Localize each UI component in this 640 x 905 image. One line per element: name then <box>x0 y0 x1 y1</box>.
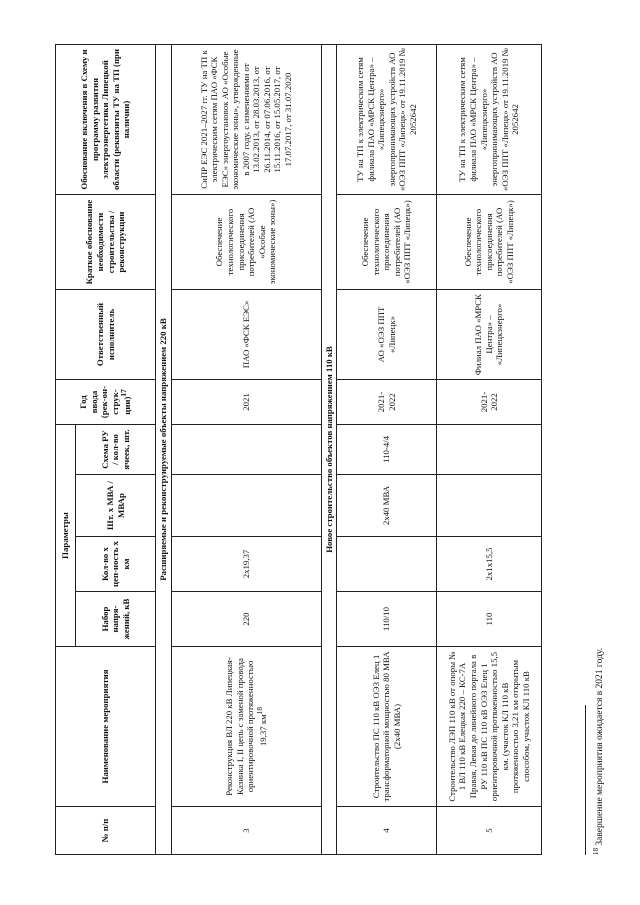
row-year: 2021-2022 <box>437 380 542 425</box>
row-justification: Обеспечение технологического присоединения потребителей (АО «Особые экономические зоны») <box>171 195 321 290</box>
row-executor: АО «ОЭЗ ППТ «Липецк» <box>337 290 437 380</box>
row-capacity: 2х40 МВА <box>337 475 437 537</box>
footnote-separator <box>585 705 586 855</box>
row-executor: Филиал ПАО «МРСК Центра» – «Липецкэнерго» <box>437 290 542 380</box>
row-basis: СиПР ЕЭС 2021–2027 гг. ТУ на ТП к электрическим сетям ПАО «ФСК ЕЭС» энергоустановок АО «Особые экономические зоны», утвержденные в 2007 году, с изменениями от 13.02.2013, от 28.03.2013, от 26.11.2014, от 07.06.2016, от 15.11.2016, от 15.05.2017, от 17.07.2017, от 31.07.2020 <box>171 45 321 195</box>
row-name: Реконструкция ВЛ 220 кВ Липецкая-Казинка I, II цепь с заменой провода ориентировочной протяженностью 19,37 $км^{18}$ <box>171 647 321 807</box>
table-row <box>171 45 321 855</box>
row-voltage: 110/10 <box>337 592 437 647</box>
section-title: Новое строительство объектов напряжением 110 кВ <box>321 45 337 855</box>
col-length-header: Кол-во х цеп-ность х км <box>76 537 156 592</box>
row-capacity <box>437 475 542 537</box>
investment-table <box>55 44 542 855</box>
row-year: 2021 <box>171 380 321 425</box>
row-voltage: 220 <box>171 592 321 647</box>
row-num: 4 <box>337 807 437 855</box>
col-num-header: № п/п <box>56 807 156 855</box>
row-justification: Обеспечение технологического присоединения потребителей (АО «ОЭЗ ППТ «Липецк») <box>437 195 542 290</box>
row-scheme <box>437 425 542 475</box>
row-length <box>337 537 437 592</box>
col-capacity-header: Шт. х МВА / МВАр <box>76 475 156 537</box>
row-length: 2х19,37 <box>171 537 321 592</box>
row-justification: Обеспечение технологического присоединения потребителей (АО «ОЭЗ ППТ «Липецк») <box>337 195 437 290</box>
col-executor-header: Ответственный исполнитель <box>56 290 156 380</box>
row-name: Строительство ЛЭП 110 кВ от опоры № 1 ВЛ 110 кВ Елецкая 220 – КС-7А Правая, Левая до линейного портала в РУ 110 кВ ПС 110 кВ ОЭЗ Елец 1 ориентировочной протяженностью 15,5 км. (участок КЛ 110 кВ протяженностью 3,21 км открытым способом, участок КЛ 110 кВ <box>437 647 542 807</box>
col-params-header: Параметры <box>56 425 76 647</box>
col-voltage-header: Набор напря-жений, кВ <box>76 592 156 647</box>
row-basis: ТУ на ТП к электрическим сетям филиала ПАО «МРСК Центра» – «Липецкэнерго» энергопринимающих устройств АО «ОЭЗ ППТ «Липецк» от 19.11.2019 № 2052642 <box>437 45 542 195</box>
row-num: 5 <box>437 807 542 855</box>
col-basis-header: Обоснование включения в Схему и программу развития электроэнергетики Липецкой области (реквизиты ТУ на ТП (при наличии) <box>56 45 156 195</box>
col-justification-header: Краткое обоснование необходимости строительства / реконструкции <box>56 195 156 290</box>
section-title: Расширяемые и реконструируемые объекты напряжением 220 кВ <box>156 45 172 855</box>
row-year: 2021-2022 <box>337 380 437 425</box>
row-scheme <box>171 425 321 475</box>
col-name-header: Наименование мероприятия <box>56 647 156 807</box>
col-year-header: Год ввода (рек-он-струк-ции)$^{17}$ <box>56 380 156 425</box>
col-scheme-header: Схема РУ / кол-во ячеек, шт. <box>76 425 156 475</box>
table-row <box>337 45 437 855</box>
row-capacity <box>171 475 321 537</box>
row-voltage: 110 <box>437 592 542 647</box>
row-executor: ПАО «ФСК ЕЭС» <box>171 290 321 380</box>
table-row <box>437 45 542 855</box>
row-basis: ТУ на ТП к электрическим сетям филиала ПАО «МРСК Центра» – «Липецкэнерго» энергопринимающих устройств АО «ОЭЗ ППТ «Липецк» от 19.11.2019 № 2052642 <box>337 45 437 195</box>
row-length: 2х1х15,5 <box>437 537 542 592</box>
row-scheme: 110-4/4 <box>337 425 437 475</box>
footnote: $^{18}$ Завершение мероприятия ожидается в 2021 году. <box>592 647 606 855</box>
row-name: Строительство ПС 110 кВ ОЭЗ Елец 1 трансформаторной мощностью 80 МВА (2х40 МВА) <box>337 647 437 807</box>
row-num: 3 <box>171 807 321 855</box>
